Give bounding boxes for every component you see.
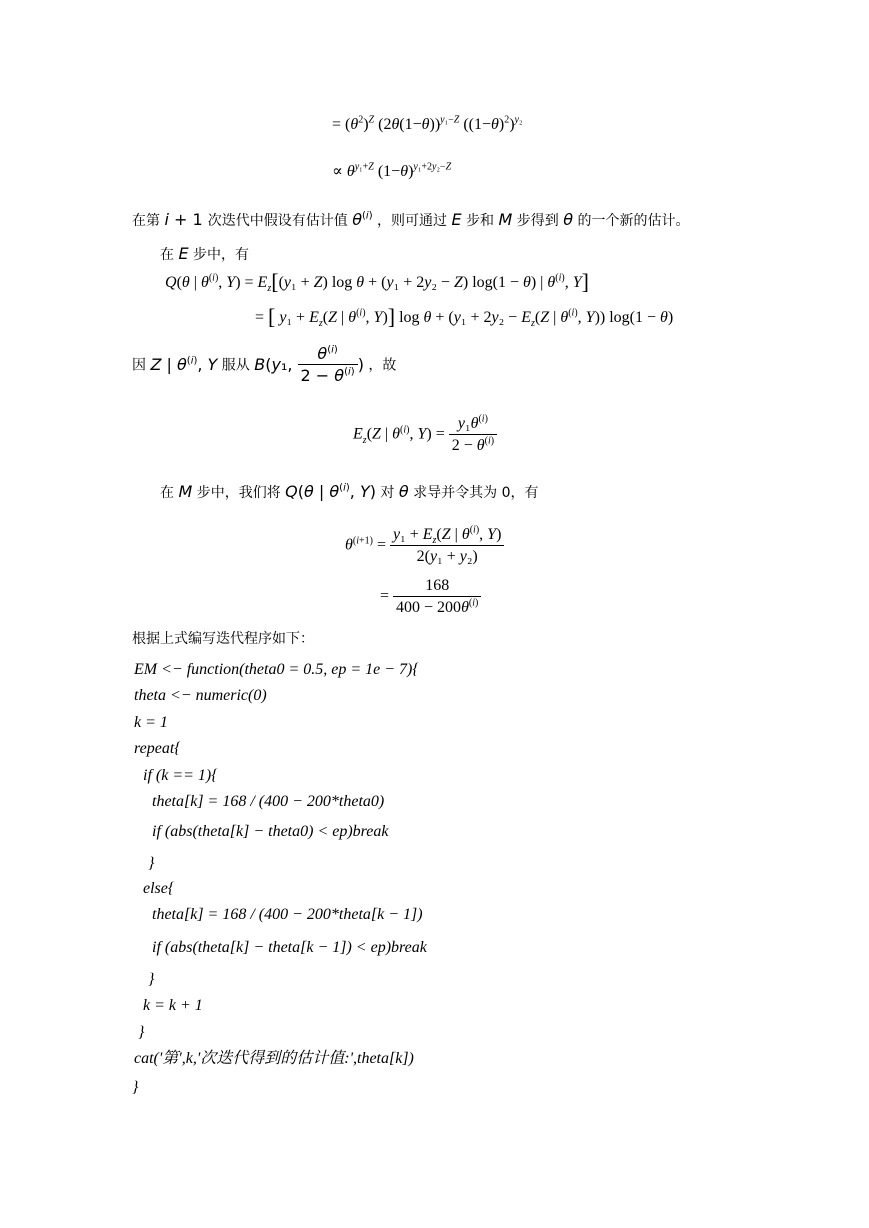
p1-d: 步和 xyxy=(466,213,495,229)
code-line-5: if (k == 1){ xyxy=(143,767,218,784)
p2-b: 步中，有 xyxy=(193,247,250,263)
code-line-2: theta <− numeric(0) xyxy=(134,687,267,704)
numerator-168: 168 xyxy=(393,578,481,597)
p3-c: ，故 xyxy=(368,357,397,374)
code-line-7: if (abs(theta[k] − theta0) < ep)break xyxy=(152,823,389,840)
equation-line-1: = $(\theta^2)^Z$ $(2\theta(1-\theta))^{y_1-Z}$ $((1-\theta)^2)^{y_2}$ xyxy=(332,114,523,133)
code-line-3: k = 1 xyxy=(134,714,168,731)
code-line-15: cat('第',k,'次迭代得到的估计值:',theta[k]) xyxy=(134,1050,414,1067)
p4-b: 步中，我们将 xyxy=(196,485,281,501)
binomial-fraction: $\frac{\theta^{(i)}}{2 - \theta^{(i)}}$ xyxy=(298,346,358,384)
code-line-12: } xyxy=(148,971,155,988)
p4-a: 在 xyxy=(160,485,174,501)
paragraph-binomial: 因 Z | $\theta^{(i)}$, Y 服从 B(y₁, $\frac{\theta^{(i)}}{2 - \theta^{(i)}}$ ) ，故 xyxy=(132,344,397,385)
code-line-8: } xyxy=(148,855,155,872)
theta-numeric-fraction: $\frac{168}{400 - 200\theta^{(i)}}$ xyxy=(393,578,481,616)
expectation-fraction: $\frac{y_1\theta^{(i)}}{2 - \theta^{(i)}}$ xyxy=(449,416,497,454)
code-line-4: repeat{ xyxy=(134,740,181,757)
q-function-line-2: = [ $y_1 + E_z(Z$ | $\theta^{(i)}$, Y)] $\log \theta + (y_1 + 2y_2 - E_z(Z$ | $\theta^{(i)}$, Y)) log(1 − θ) xyxy=(255,304,674,330)
paragraph-m-step: 在 M 步中，我们将 Q(θ | $\theta^{(i)}$, Y) 对 θ 求导并令其为 0，有 xyxy=(160,482,539,501)
paragraph-program-intro: 根据上式编写迭代程序如下： xyxy=(132,631,314,647)
code-line-6: theta[k] = 168 / (400 − 200*theta0) xyxy=(152,793,385,810)
p1-e: 步得到 xyxy=(516,213,559,229)
expectation-equation: $E_z(Z$ | $\theta^{(i)}$, Y) = $\frac{y_1\theta^{(i)}}{2 - \theta^{(i)}}$ xyxy=(353,416,497,454)
code-line-16: } xyxy=(132,1079,139,1096)
code-line-9: else{ xyxy=(143,880,175,897)
equation-line-2: ∝ $\theta^{y_1+Z}$ $(1-\theta)^{y_1+2y_2-Z}$ xyxy=(332,161,452,180)
p1-b: 次迭代中假设有估计值 xyxy=(207,213,348,229)
theta-update-fraction: $\frac{y_1 + E_z(Z | \theta^{(i)}, Y)}{\text{2(y₁ + y₂)}}$ xyxy=(390,527,504,565)
p1-f: 的一个新的估计。 xyxy=(577,213,690,229)
p4-c: 对 xyxy=(380,485,395,501)
p3-b: 服从 xyxy=(221,357,250,374)
code-line-14: } xyxy=(138,1024,145,1041)
p2-a: 在 xyxy=(160,247,174,263)
theta-update-numeric: = $\frac{168}{400 - 200\theta^{(i)}}$ xyxy=(380,578,481,616)
code-line-10: theta[k] = 168 / (400 − 200*theta[k − 1]) xyxy=(152,906,423,923)
p1-c: ，则可通过 xyxy=(377,213,448,229)
paragraph-e-step: 在 E 步中，有 xyxy=(160,244,250,263)
p1-a: 在第 xyxy=(132,213,160,229)
code-line-1: EM <− function(theta0 = 0.5, ep = 1e − 7){ xyxy=(134,661,419,678)
p3-a: 因 xyxy=(132,357,146,374)
code-line-13: k = k + 1 xyxy=(143,997,203,1014)
q-function-line-1: Q(θ | $\theta^{(i)}$, $Y) = E_z[(y_1 + Z)$ log θ + (y₁ + 2y₂ − Z) log(1 − θ) | $\theta^{(i)}$, Y] xyxy=(165,269,589,295)
code-line-11: if (abs(theta[k] − theta[k − 1]) < ep)break xyxy=(152,939,427,956)
theta-update-equation: $\theta^{(i+1)}$ = $\frac{y_1 + E_z(Z | \theta^{(i)}, Y)}{\text{2(y₁ + y₂)}}$ xyxy=(345,527,504,565)
p4-d: 求导并令其为 0，有 xyxy=(413,485,539,501)
paragraph-iteration: 在第 i + 1 次迭代中假设有估计值 $\theta^{(i)}$ ，则可通过 E 步和 M 步得到 θ 的一个新的估计。 xyxy=(132,210,690,229)
